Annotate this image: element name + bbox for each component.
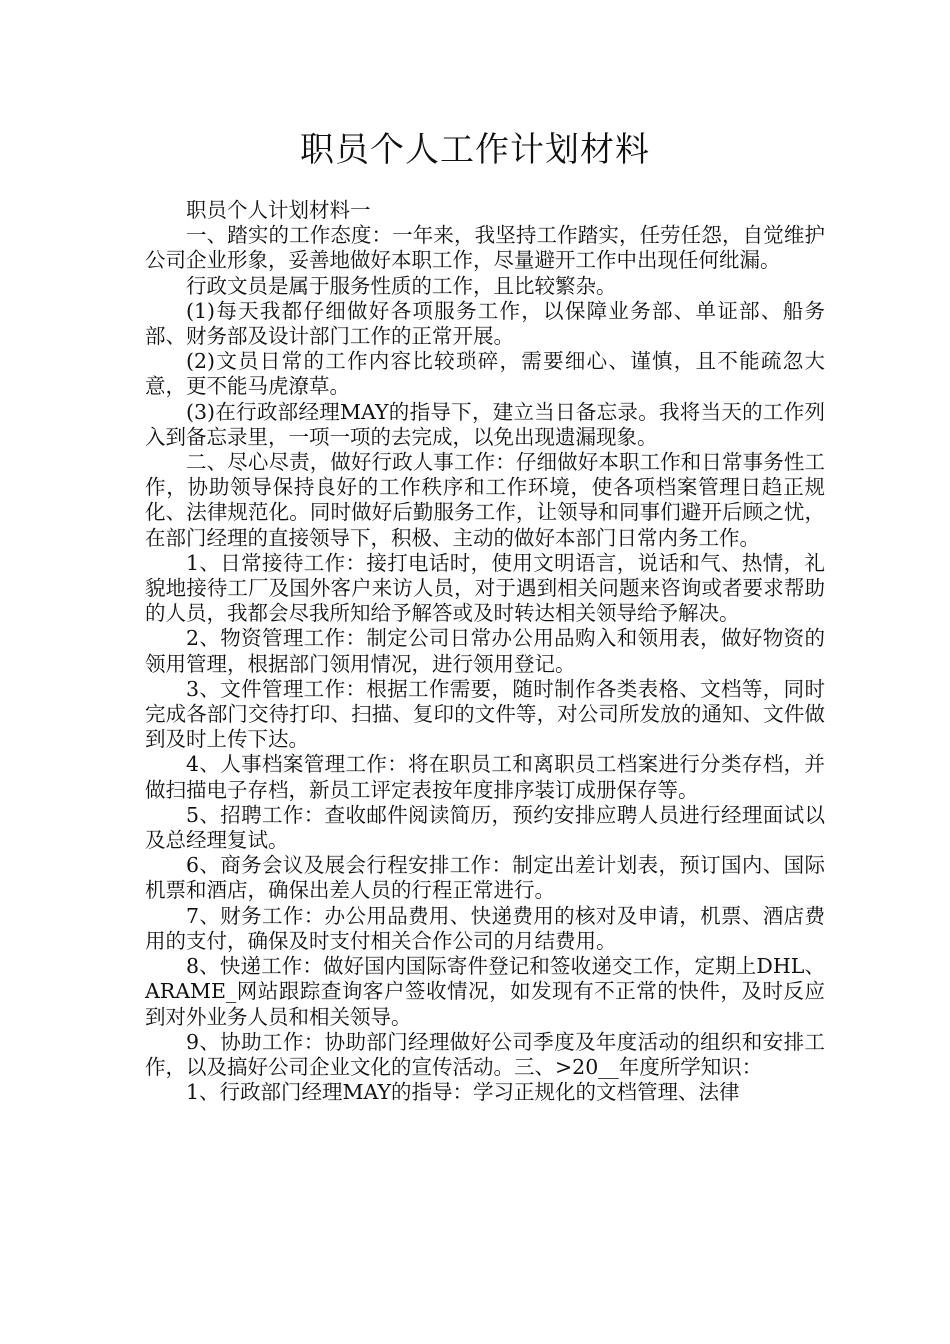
paragraph: 行政文员是属于服务性质的工作，且比较繁杂。 (186, 273, 617, 298)
paragraph: 5、招聘工作：查收邮件阅读简历，预约安排应聘人员进行经理面试以及总经理复试。 (145, 802, 825, 853)
paragraph: 9、协助工作：协助部门经理做好公司季度及年度活动的组织和安排工作，以及搞好公司企业文化的宣传活动。三、>20__年度所学知识： (145, 1029, 825, 1079)
paragraph: (2)文员日常的工作内容比较琐碎，需要细心、谨慎，且不能疏忽大意，更不能马虎潦草。 (145, 349, 825, 399)
document-title: 职员个人工作计划材料 (300, 130, 650, 170)
paragraph: (3)在行政部经理MAY的指导下，建立当日备忘录。我将当天的工作列入到备忘录里，一项一项的去完成，以免出现遗漏现象。 (145, 399, 825, 449)
paragraph: 二、尽心尽责，做好行政人事工作：仔细做好本职工作和日常事务性工作，协助领导保持良好的工作秩序和工作环境，使各项档案管理日趋正规化、法律规范化。同时做好后勤服务工作，让领导和同事们避开后顾之忧，在部门经理的直接领导下，积极、主动的做好本部门日常内务工作。 (145, 450, 825, 550)
paragraph: (1)每天我都仔细做好各项服务工作，以保障业务部、单证部、船务部、财务部及设计部门工作的正常开展。 (145, 298, 825, 349)
paragraph: 4、人事档案管理工作：将在职员工和离职员工档案进行分类存档，并做扫描电子存档，新员工评定表按年度排序装订成册保存等。 (145, 752, 825, 802)
paragraph: 一、踏实的工作态度：一年来，我坚持工作踏实，任劳任怨，自觉维护公司企业形象，妥善地做好本职工作，尽量避开工作中出现任何纰漏。 (145, 223, 825, 273)
paragraph: 7、财务工作：办公用品费用、快递费用的核对及申请，机票、酒店费用的支付，确保及时支付相关合作公司的月结费用。 (145, 903, 825, 953)
paragraph: 8、快递工作：做好国内国际寄件登记和签收递交工作，定期上DHL、ARAME_网站跟踪查询客户签收情况，如发现有不正常的快件，及时反应到对外业务人员和相关领导。 (145, 954, 825, 1029)
paragraph: 3、文件管理工作：根据工作需要，随时制作各类表格、文档等，同时完成各部门交待打印、扫描、复印的文件等，对公司所发放的通知、文件做到及时上传下达。 (145, 676, 825, 752)
document-body (145, 198, 825, 1105)
paragraph: 6、商务会议及展会行程安排工作：制定出差计划表，预订国内、国际机票和酒店，确保出差人员的行程正常进行。 (145, 853, 825, 903)
section-heading: 职员个人计划材料一 (186, 198, 371, 222)
paragraph: 1、日常接待工作：接打电话时，使用文明语言，说话和气、热情，礼貌地接待工厂及国外客户来访人员，对于遇到相关问题来咨询或者要求帮助的人员，我都会尽我所知给予解答或及时转达相关领导给予解决。 (145, 550, 825, 626)
paragraph: 1、行政部门经理MAY的指导：学习正规化的文档管理、法律 (186, 1080, 740, 1105)
paragraph: 2、物资管理工作：制定公司日常办公用品购入和领用表，做好物资的领用管理，根据部门领用情况，进行领用登记。 (145, 626, 825, 676)
